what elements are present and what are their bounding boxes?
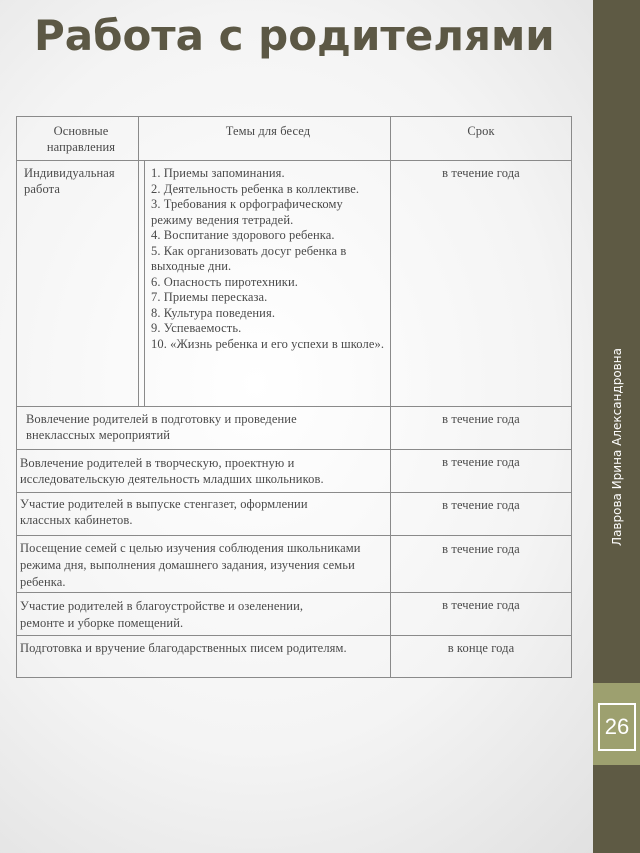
divider-col-2 <box>390 116 391 678</box>
topic-item: 9. Успеваемость. <box>151 321 242 335</box>
activity-creative: Вовлечение родителей в творческую, проектную и исследовательскую деятельность младших школьников. <box>20 456 324 486</box>
topic-item: 3. Требования к орфографическому режиму ведения тетрадей. <box>151 197 343 227</box>
divider-row-5 <box>16 592 572 593</box>
divider-row-header <box>16 160 572 161</box>
activity-family-visits: Посещение семей с целью изучения соблюдения школьниками режима дня, выполнения домашнего задания, изучения семьи ребенка. <box>20 541 361 589</box>
activity-extracurricular: Вовлечение родителей в подготовку и проведение внеклассных мероприятий <box>26 412 297 442</box>
divider-row-2 <box>16 449 572 450</box>
term-thank-you-letters: в конце года <box>447 641 515 655</box>
slide-title: Работа с родителями <box>34 11 555 60</box>
term-creative: в течение года <box>442 455 520 469</box>
topic-item: 10. «Жизнь ребенка и его успехи в школе». <box>151 336 385 351</box>
topic-item: 8. Культура поведения. <box>151 305 276 320</box>
term-individual: в течение года <box>442 166 520 180</box>
page-number: 26 <box>598 703 636 751</box>
topic-item: 7. Приемы пересказа. <box>151 290 268 304</box>
header-term: Срок <box>467 124 495 138</box>
author-label: Лаврова Ирина Александровна <box>609 347 624 546</box>
topic-item: 5. Как организовать досуг ребенка в выходные дни. <box>151 243 347 273</box>
term-family-visits: в течение года <box>442 542 520 556</box>
header-topics: Темы для бесед <box>225 124 311 138</box>
activity-landscaping: Участие родителей в благоустройстве и озеленении, ремонте и уборке помещений. <box>20 599 304 630</box>
term-newspapers: в течение года <box>442 498 520 512</box>
divider-row-3 <box>16 492 572 493</box>
topic-item: 4. Воспитание здорового ребенка. <box>151 228 335 242</box>
activity-newspapers: Участие родителей в выпуске стенгазет, оформлении классных кабинетов. <box>20 497 308 527</box>
divider-col-1-inner <box>144 160 145 406</box>
topic-item: 1. Приемы запоминания. <box>151 166 285 180</box>
divider-row-6 <box>16 635 572 636</box>
topic-item: 2. Деятельность ребенка в коллективе. <box>151 181 360 196</box>
topics-list <box>151 166 385 352</box>
header-direction: Основные направления <box>46 124 116 154</box>
divider-row-1 <box>16 406 572 407</box>
term-landscaping: в течение года <box>442 598 520 612</box>
divider-row-4 <box>16 535 572 536</box>
topic-item: 6. Опасность пиротехники. <box>151 274 298 289</box>
activity-thank-you-letters: Подготовка и вручение благодарственных писем родителям. <box>20 641 347 655</box>
direction-individual: Индивидуальная работа <box>24 166 115 196</box>
term-extracurricular: в течение года <box>442 412 520 426</box>
